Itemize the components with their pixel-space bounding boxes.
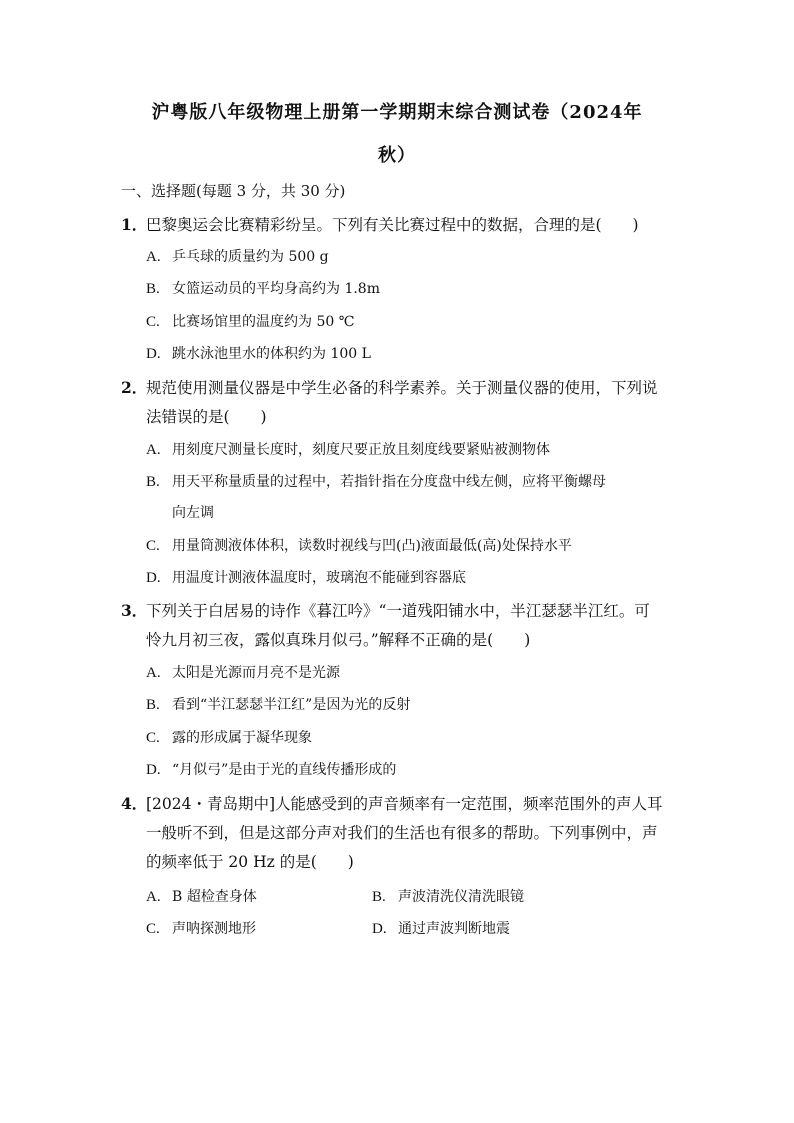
exam-title-line2: 秋） bbox=[378, 145, 416, 166]
question-3-stem-line2: 怜九月初三夜，露似真珠月似弓。”解释不正确的是( ) bbox=[146, 631, 531, 649]
question-3-option-c: C. 露的形成属于凝华现象 bbox=[146, 730, 312, 746]
question-3-option-d: D. “月似弓”是由于光的直线传播形成的 bbox=[146, 762, 397, 778]
question-3-option-b: B. 看到“半江瑟瑟半江红”是因为光的反射 bbox=[146, 697, 411, 713]
question-2-option-c: C. 用量筒测液体体积，读数时视线与凹(凸)液面最低(高)处保持水平 bbox=[146, 538, 572, 554]
question-2-stem-line2: 法错误的是( ) bbox=[146, 408, 267, 426]
question-number: 4． bbox=[121, 794, 148, 813]
section-heading: 一、选择题(每题 3 分，共 30 分) bbox=[121, 182, 346, 200]
question-4-option-c: C. 声呐探测地形 bbox=[146, 921, 256, 937]
question-4-stem-line1: [2024・青岛期中]人能感受到的声音频率有一定范围，频率范围外的声人耳 bbox=[146, 795, 663, 813]
question-4-stem-line2: 一般听不到，但是这部分声对我们的生活也有很多的帮助。下列事例中，声 bbox=[146, 824, 658, 842]
question-2-option-a: A. 用刻度尺测量长度时，刻度尺要正放且刻度线要紧贴被测物体 bbox=[146, 442, 550, 458]
question-2-option-b-continued: 向左调 bbox=[172, 505, 214, 521]
question-1-option-b: B. 女篮运动员的平均身高约为 1.8m bbox=[146, 281, 380, 297]
question-1-option-a: A. 乒乓球的质量约为 500 g bbox=[146, 249, 329, 265]
question-1-option-c: C. 比赛场馆里的温度约为 50 ℃ bbox=[146, 314, 355, 330]
question-3-stem-line1: 下列关于白居易的诗作《暮江吟》“一道残阳铺水中，半江瑟瑟半江红。可 bbox=[146, 602, 650, 620]
exam-title-line1: 沪粤版八年级物理上册第一学期期末综合测试卷（2024年 bbox=[151, 102, 643, 123]
question-4-option-a: A. B 超检查身体 bbox=[146, 889, 257, 905]
question-number: 2． bbox=[121, 378, 148, 397]
question-1-option-d: D. 跳水泳池里水的体积约为 100 L bbox=[146, 346, 371, 362]
question-2-option-b: B. 用天平称量质量的过程中，若指针指在分度盘中线左侧，应将平衡螺母 bbox=[146, 474, 606, 490]
question-2-stem-line1: 规范使用测量仪器是中学生必备的科学素养。关于测量仪器的使用，下列说 bbox=[146, 379, 658, 397]
question-3-option-a: A. 太阳是光源而月亮不是光源 bbox=[146, 665, 340, 681]
question-4-option-b: B. 声波清洗仪清洗眼镜 bbox=[372, 889, 524, 905]
question-number: 3． bbox=[121, 601, 148, 620]
question-2-option-d: D. 用温度计测液体温度时，玻璃泡不能碰到容器底 bbox=[146, 570, 466, 586]
question-number: 1． bbox=[121, 215, 148, 234]
question-1-stem: 巴黎奥运会比赛精彩纷呈。下列有关比赛过程中的数据，合理的是( ) bbox=[146, 216, 639, 234]
question-4-stem-line3: 的频率低于 20 Hz 的是( ) bbox=[146, 853, 354, 871]
question-4-option-d: D. 通过声波判断地震 bbox=[372, 921, 510, 937]
